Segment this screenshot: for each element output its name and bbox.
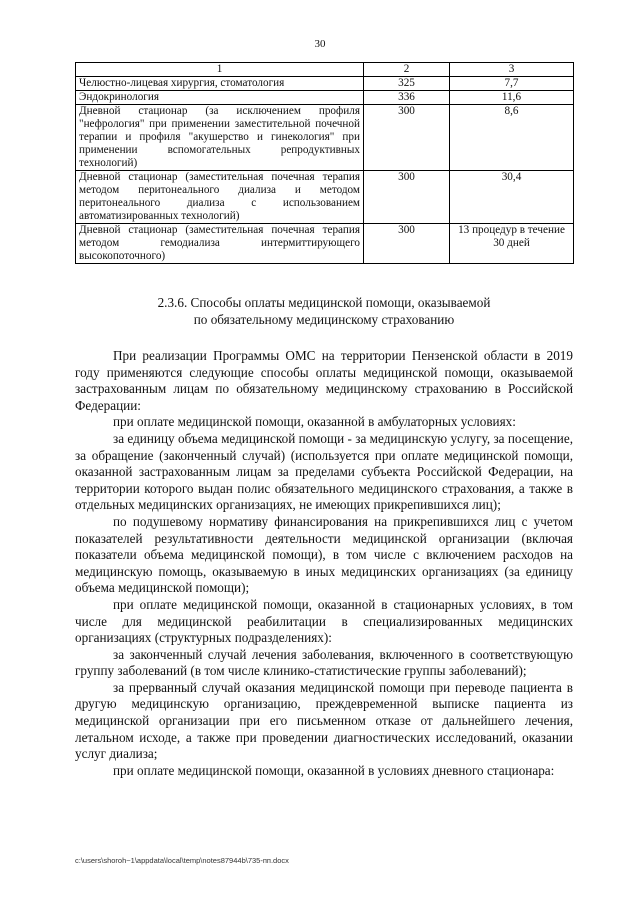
page-number: 30 — [314, 38, 326, 50]
table-cell-value: 7,7 — [450, 77, 574, 91]
section-title-line: 2.3.6. Способы оплаты медицинской помощи, оказываемой — [157, 295, 491, 310]
section-title-line: по обязательному медицинскому страхованию — [193, 312, 455, 327]
norms-table — [75, 62, 574, 264]
paragraph: по подушевому нормативу финансирования на прикрепившихся лиц с учетом показателей результативности деятельности медицинской организации (включая показатели объема медицинской помощи), в том числе с включением расходов на медицинскую помощь, оказываемую в иных медицинских организациях (за единицу объема медицинской помощи); — [75, 513, 573, 596]
table-cell-value: 336 — [364, 91, 450, 105]
table-cell-value: 300 — [364, 105, 450, 171]
paragraph: при оплате медицинской помощи, оказанной в условиях дневного стационара: — [113, 762, 555, 778]
table-cell-value: 8,6 — [450, 105, 574, 171]
section-title — [75, 294, 573, 328]
table-row — [76, 77, 574, 91]
table-cell-value: 13 процедур в течение 30 дней — [450, 224, 574, 264]
table-row — [76, 105, 574, 171]
table-cell-name: Эндокринология — [76, 91, 364, 105]
table-cell-value: 300 — [364, 224, 450, 264]
table-cell-name: Челюстно-лицевая хирургия, стоматология — [76, 77, 364, 91]
table-cell-value: 11,6 — [450, 91, 574, 105]
body-text — [75, 348, 573, 779]
paragraph: за прерванный случай оказания медицинской помощи при переводе пациента в другую медицинскую организацию, преждевременной выписке пациента из медицинской организации при его письменном отказе от дальнейшего лечения, летальном исходе, а также при проведении диагностических исследований, оказании услуг диализа; — [75, 679, 573, 762]
table-cell-value: 300 — [364, 171, 450, 224]
table-cell-name: Дневной стационар (заместительная почечная терапия методом гемодиализа интермиттирующего высокопоточного) — [76, 224, 364, 264]
table-header-cell: 2 — [364, 63, 450, 77]
table-header-cell: 1 — [76, 63, 364, 77]
paragraph: При реализации Программы ОМС на территории Пензенской области в 2019 году применяются следующие способы оплаты медицинской помощи, оказываемой застрахованным лицам по обязательному медицинскому страхованию в Российской Федерации: — [75, 348, 573, 413]
paragraph: за законченный случай лечения заболевания, включенного в соответствующую группу заболеваний (в том числе клинико-статистические группы заболеваний); — [75, 646, 573, 679]
table-header-row — [76, 63, 574, 77]
paragraph: за единицу объема медицинской помощи - за медицинскую услугу, за посещение, за обращение (законченный случай) (используется при оплате медицинской помощи, оказанной застрахованным лицам за пределами субъекта Российской Федерации, на территории которого выдан полис обязательного медицинского страхования, а также в отдельных медицинских организациях, не имеющих прикрепившихся лиц); — [75, 430, 573, 513]
footer-file-path: c:\users\shoroh~1\appdata\local\temp\notes87944b\735-пп.docx — [75, 856, 289, 865]
table-cell-value: 325 — [364, 77, 450, 91]
table-cell-name: Дневной стационар (заместительная почечная терапия методом перитонеального диализа и методом перитонеального диализа с использованием автоматизированных технологий) — [76, 171, 364, 224]
table-header-cell: 3 — [450, 63, 574, 77]
table-row — [76, 224, 574, 264]
table-cell-value: 30,4 — [450, 171, 574, 224]
paragraph: при оплате медицинской помощи, оказанной в амбулаторных условиях: — [113, 414, 516, 430]
table-cell-name: Дневной стационар (за исключением профиля "нефрология" при применении заместительной почечной терапии и профиля "акушерство и гинекология" при применении вспомогательных репродуктивных технологий) — [76, 105, 364, 171]
paragraph: при оплате медицинской помощи, оказанной в стационарных условиях, в том числе для медицинской реабилитации в специализированных медицинских организациях (структурных подразделениях): — [75, 596, 573, 646]
table-row — [76, 91, 574, 105]
table-row — [76, 171, 574, 224]
